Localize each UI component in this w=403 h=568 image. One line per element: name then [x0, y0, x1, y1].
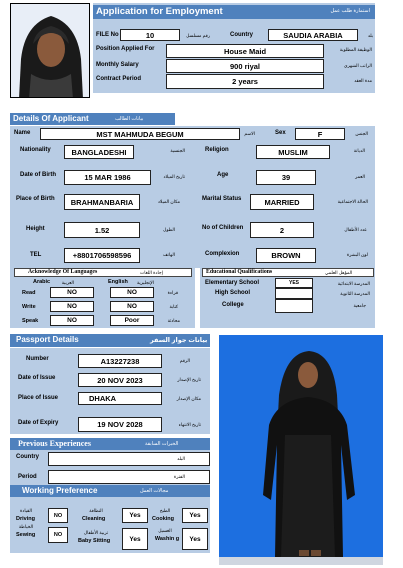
edu-college-label: College [222, 302, 244, 308]
country-value: SAUDIA ARABIA [268, 29, 358, 41]
languages-title-ar: إجادة اللغات [140, 270, 163, 275]
tel-ar: الهاتف [163, 252, 175, 257]
english-col-ar: الإنجليزية [137, 280, 154, 285]
lang-read-ar: قراءة [167, 290, 178, 295]
position-label: Position Applied For [96, 46, 155, 52]
lang-read-arabic: NO [50, 287, 94, 298]
work-washing-value: Yes [182, 528, 208, 550]
contract-label: Contract Period [96, 76, 142, 82]
experience-period-label: Period [18, 474, 37, 480]
edu-elementary-label: Elementary School [205, 280, 260, 286]
marital-label: Marital Status [202, 196, 242, 202]
working-band [10, 497, 210, 553]
passport-number-ar: الرقم [179, 358, 190, 363]
form-title-ar: استمارة طلب عمل [330, 8, 370, 14]
experience-period-value [48, 470, 210, 484]
passport-issue-date-label: Date of Issue [18, 375, 56, 381]
work-cleaning-value: Yes [122, 508, 148, 523]
edu-elementary-ar: المدرسة الابتدائية [337, 281, 370, 286]
experience-country-ar: البلد [177, 456, 185, 461]
tel-label: TEL [30, 252, 42, 258]
lang-write-ar: كتابة [169, 304, 178, 309]
pob-value: BRAHMANBARIA [64, 194, 140, 210]
age-label: Age [217, 172, 229, 178]
passport-issue-date-value: 20 NOV 2023 [78, 373, 162, 387]
experience-country-value [48, 452, 210, 466]
lang-speak-ar: محادثة [167, 318, 180, 323]
lang-read-label: Read [22, 290, 36, 296]
form-title: Application for Employment [96, 6, 223, 17]
lang-speak-english: Poor [110, 315, 154, 326]
experience-section-title: Previous Experiences [18, 439, 91, 448]
work-driving-ar: القيادة [20, 508, 32, 513]
contract-ar: مدة العقد [354, 78, 372, 83]
work-driving-value: NO [48, 508, 68, 523]
passport-issue-place-label: Place of Issue [18, 395, 59, 401]
work-sewing-ar: الخياطة [18, 524, 34, 529]
dob-label: Date of Birth [20, 172, 56, 178]
full-photo-figure [219, 335, 383, 565]
sex-ar: الجنس [355, 131, 368, 136]
complexion-value: BROWN [256, 248, 316, 263]
edu-college-value [275, 299, 313, 313]
lang-read-english: NO [110, 287, 154, 298]
edu-college-ar: جامعية [353, 303, 366, 308]
passport-issue-place-ar: مكان الإصدار [176, 396, 201, 401]
file-no-label: FILE No [96, 32, 119, 38]
experience-country-label: Country [16, 454, 39, 460]
work-babysitting-ar: تربية الأطفال [83, 530, 109, 535]
height-label: Height [26, 226, 45, 232]
pob-ar: مكان الميلاد [157, 199, 180, 204]
passport-issue-date-ar: تاريخ الإصدار [177, 377, 201, 382]
edu-high-value [275, 288, 313, 299]
arabic-col-ar: العربية [61, 280, 74, 285]
tel-value: +8801706598596 [64, 248, 140, 263]
height-value: 1.52 [64, 222, 140, 238]
position-ar: الوظيفة المطلوبة [339, 47, 372, 52]
file-no-ar: رقم مسلسل [186, 33, 210, 38]
contract-value: 2 years [166, 74, 324, 89]
education-title: Educational Qualifications [206, 269, 273, 275]
pob-label: Place of Birth [16, 196, 55, 202]
name-ar: الاسم [244, 131, 255, 136]
passport-section-title: Passport Details [16, 335, 79, 344]
arabic-col-label: Arabic [33, 279, 51, 285]
work-sewing-label: Sewing [16, 532, 36, 538]
name-label: Name [14, 130, 31, 136]
lang-write-arabic: NO [50, 301, 94, 312]
work-sewing-value: NO [48, 527, 68, 543]
name-value: MST MAHMUDA BEGUM [40, 128, 240, 140]
dob-ar: تاريخ الميلاد [163, 174, 185, 179]
country-ar: بلد [367, 33, 373, 38]
sex-label: Sex [275, 130, 286, 136]
passport-issue-place-value: DHAKA [78, 392, 162, 405]
work-washing-ar: الغسيل [158, 528, 172, 533]
religion-ar: الديانة [353, 148, 365, 153]
work-babysitting-value: Yes [122, 528, 148, 550]
height-ar: الطول [163, 227, 175, 232]
salary-label: Monthly Salary [96, 62, 139, 68]
passport-expiry-ar: تاريخ الانتهاء [178, 422, 201, 427]
position-value: House Maid [166, 44, 324, 58]
passport-expiry-label: Date of Expiry [18, 420, 59, 426]
languages-title: Acknowledge Of Languages [28, 269, 98, 275]
experience-period-ar: الفترة [173, 474, 185, 479]
education-title-ar: المؤهل العلمي [325, 270, 353, 275]
working-section-ar: مجالات العمل [140, 488, 169, 494]
work-cooking-ar: الطبخ [159, 508, 171, 513]
lang-write-english: NO [110, 301, 154, 312]
lang-speak-label: Speak [22, 318, 39, 324]
sex-value: F [295, 128, 345, 140]
passport-number-label: Number [26, 356, 49, 362]
head-photo-figure [11, 4, 90, 98]
passport-section-ar: بيانات جواز السفر [150, 337, 208, 344]
marital-ar: الحالة الاجتماعية [337, 199, 368, 204]
edu-elementary-value: YES [275, 278, 313, 288]
religion-value: MUSLIM [256, 145, 330, 159]
working-section-title: Working Preference [22, 486, 98, 495]
salary-value: 900 riyal [166, 59, 324, 73]
lang-speak-arabic: NO [50, 315, 94, 326]
applicant-full-photo [219, 335, 383, 565]
dob-value: 15 MAR 1986 [64, 170, 151, 185]
passport-expiry-value: 19 NOV 2028 [78, 417, 162, 432]
children-ar: عدد الأطفال [344, 227, 367, 232]
religion-label: Religion [205, 147, 229, 153]
applicant-head-photo [10, 3, 90, 98]
marital-value: MARRIED [250, 194, 314, 210]
nationality-ar: الجنسية [170, 148, 185, 153]
salary-ar: الراتب الشهري [344, 63, 372, 68]
nationality-label: Nationality [20, 147, 51, 153]
work-cooking-value: Yes [182, 508, 208, 523]
complexion-label: Complexion [205, 251, 240, 257]
country-label: Country [230, 32, 253, 38]
file-no-value: 10 [120, 29, 180, 41]
lang-write-label: Write [22, 304, 36, 310]
age-ar: العمر [355, 174, 365, 179]
applicant-section-title: Details Of Applicant [13, 114, 89, 123]
nationality-value: BANGLADESHI [64, 145, 134, 159]
work-washing-label: Washin g [154, 536, 180, 542]
children-label: No of Children [202, 225, 244, 231]
english-col-label: English [108, 279, 128, 285]
edu-high-ar: المدرسة الثانوية [340, 291, 370, 296]
work-driving-label: Driving [16, 516, 35, 522]
children-value: 2 [250, 222, 314, 238]
experience-section-ar: الخبرات السابقة [145, 441, 179, 447]
work-babysitting-label: Baby Sitting [78, 538, 111, 544]
complexion-ar: لون البشرة [346, 252, 368, 257]
applicant-section-ar: بيانات الطالب [115, 116, 144, 122]
age-value: 39 [256, 170, 316, 185]
work-cleaning-ar: النظافة [89, 508, 103, 513]
passport-number-value: A13227238 [78, 354, 162, 368]
work-cleaning-label: Cleaning [82, 516, 106, 522]
edu-high-label: High School [215, 290, 250, 296]
work-cooking-label: Cooking [152, 516, 174, 522]
